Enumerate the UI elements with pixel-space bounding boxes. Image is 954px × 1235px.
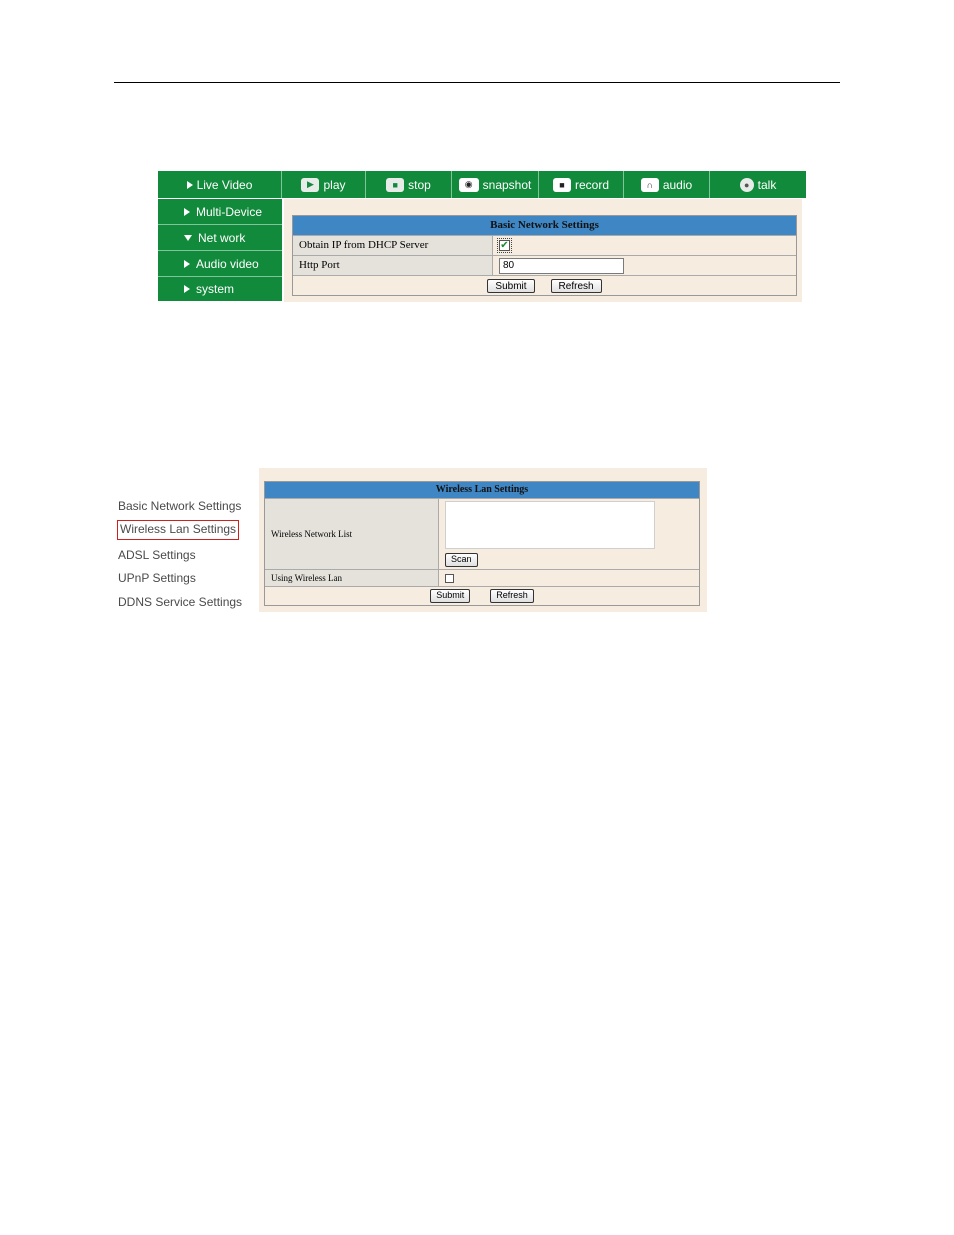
stop-icon: ■ xyxy=(386,178,404,192)
audio-button[interactable] xyxy=(624,171,710,198)
live-video-label: Live Video xyxy=(196,177,253,192)
triangle-right-icon xyxy=(184,260,190,268)
submit-button[interactable]: Submit xyxy=(430,589,470,603)
dhcp-cell xyxy=(493,236,796,255)
stop-button[interactable] xyxy=(366,171,452,198)
dhcp-row xyxy=(293,235,796,255)
http-port-row xyxy=(293,255,796,275)
http-port-cell xyxy=(493,256,796,275)
sidebar-item-label: Multi-Device xyxy=(196,204,263,219)
top-toolbar xyxy=(158,171,806,198)
record-label: record xyxy=(574,177,609,192)
sidebar-item-multi-device[interactable] xyxy=(158,199,282,225)
snapshot-button[interactable] xyxy=(452,171,539,198)
triangle-down-icon xyxy=(184,235,192,241)
record-button[interactable] xyxy=(539,171,624,198)
video-camera-icon: ■ xyxy=(553,178,571,192)
using-wireless-cell xyxy=(439,570,699,586)
dhcp-label: Obtain IP from DHCP Server xyxy=(293,236,493,255)
form-title: Wireless Lan Settings xyxy=(265,482,699,498)
form-buttons xyxy=(265,586,699,605)
page-header-rule xyxy=(114,82,840,83)
refresh-button[interactable]: Refresh xyxy=(551,279,602,293)
camera-ui-screenshot-network xyxy=(158,171,806,302)
menu-item-adsl-settings[interactable]: ADSL Settings xyxy=(118,547,196,562)
microphone-icon: ● xyxy=(740,178,754,192)
play-label: play xyxy=(323,177,346,192)
sidebar-item-system[interactable] xyxy=(158,277,282,301)
menu-item-basic-network-settings[interactable]: Basic Network Settings xyxy=(118,499,242,513)
talk-button[interactable] xyxy=(710,171,806,198)
form-title: Basic Network Settings xyxy=(293,216,796,235)
talk-label: talk xyxy=(757,177,777,192)
using-wireless-checkbox[interactable] xyxy=(445,574,454,583)
submit-button[interactable]: Submit xyxy=(487,279,534,293)
scan-button[interactable]: Scan xyxy=(445,553,478,567)
triangle-right-icon xyxy=(184,285,190,293)
wireless-network-list-label: Wireless Network List xyxy=(265,499,439,569)
sidebar-item-label: Audio video xyxy=(196,256,259,271)
form-buttons xyxy=(293,275,796,295)
sidebar-item-network[interactable] xyxy=(158,225,282,251)
sidebar-item-audio-video[interactable] xyxy=(158,251,282,277)
http-port-input[interactable] xyxy=(499,258,624,274)
snapshot-label: snapshot xyxy=(482,177,532,192)
camera-icon: ◉ xyxy=(459,178,479,192)
audio-label: audio xyxy=(662,177,693,192)
http-port-label: Http Port xyxy=(293,256,493,275)
play-icon: ▶ xyxy=(301,178,319,192)
play-button[interactable] xyxy=(282,171,366,198)
live-video-button[interactable] xyxy=(158,171,282,198)
using-wireless-row xyxy=(265,569,699,586)
triangle-right-icon xyxy=(187,181,193,189)
scan-wrap xyxy=(445,553,699,567)
menu-item-wireless-lan-settings[interactable]: Wireless Lan Settings xyxy=(117,520,239,540)
sidebar-item-label: Net work xyxy=(198,230,246,245)
wireless-network-listbox[interactable] xyxy=(445,501,655,549)
menu-item-ddns-service-settings[interactable]: DDNS Service Settings xyxy=(118,594,243,609)
refresh-button[interactable]: Refresh xyxy=(490,589,534,603)
headphones-icon: ∩ xyxy=(641,178,659,192)
wireless-lan-panel xyxy=(259,468,707,612)
stop-label: stop xyxy=(408,177,431,192)
sidebar-item-label: system xyxy=(196,282,235,296)
network-settings-menu xyxy=(118,496,258,615)
sidebar-nav xyxy=(158,199,282,301)
basic-network-settings-form xyxy=(292,215,797,296)
dhcp-checkbox[interactable]: ✔ xyxy=(500,240,509,251)
wireless-lan-settings-form xyxy=(264,481,700,606)
wireless-network-list-row xyxy=(265,498,699,569)
content-panel xyxy=(284,199,802,302)
wireless-network-list-cell xyxy=(439,499,699,569)
using-wireless-label: Using Wireless Lan xyxy=(265,570,439,586)
triangle-right-icon xyxy=(184,208,190,216)
menu-item-upnp-settings[interactable]: UPnP Settings xyxy=(118,571,196,585)
